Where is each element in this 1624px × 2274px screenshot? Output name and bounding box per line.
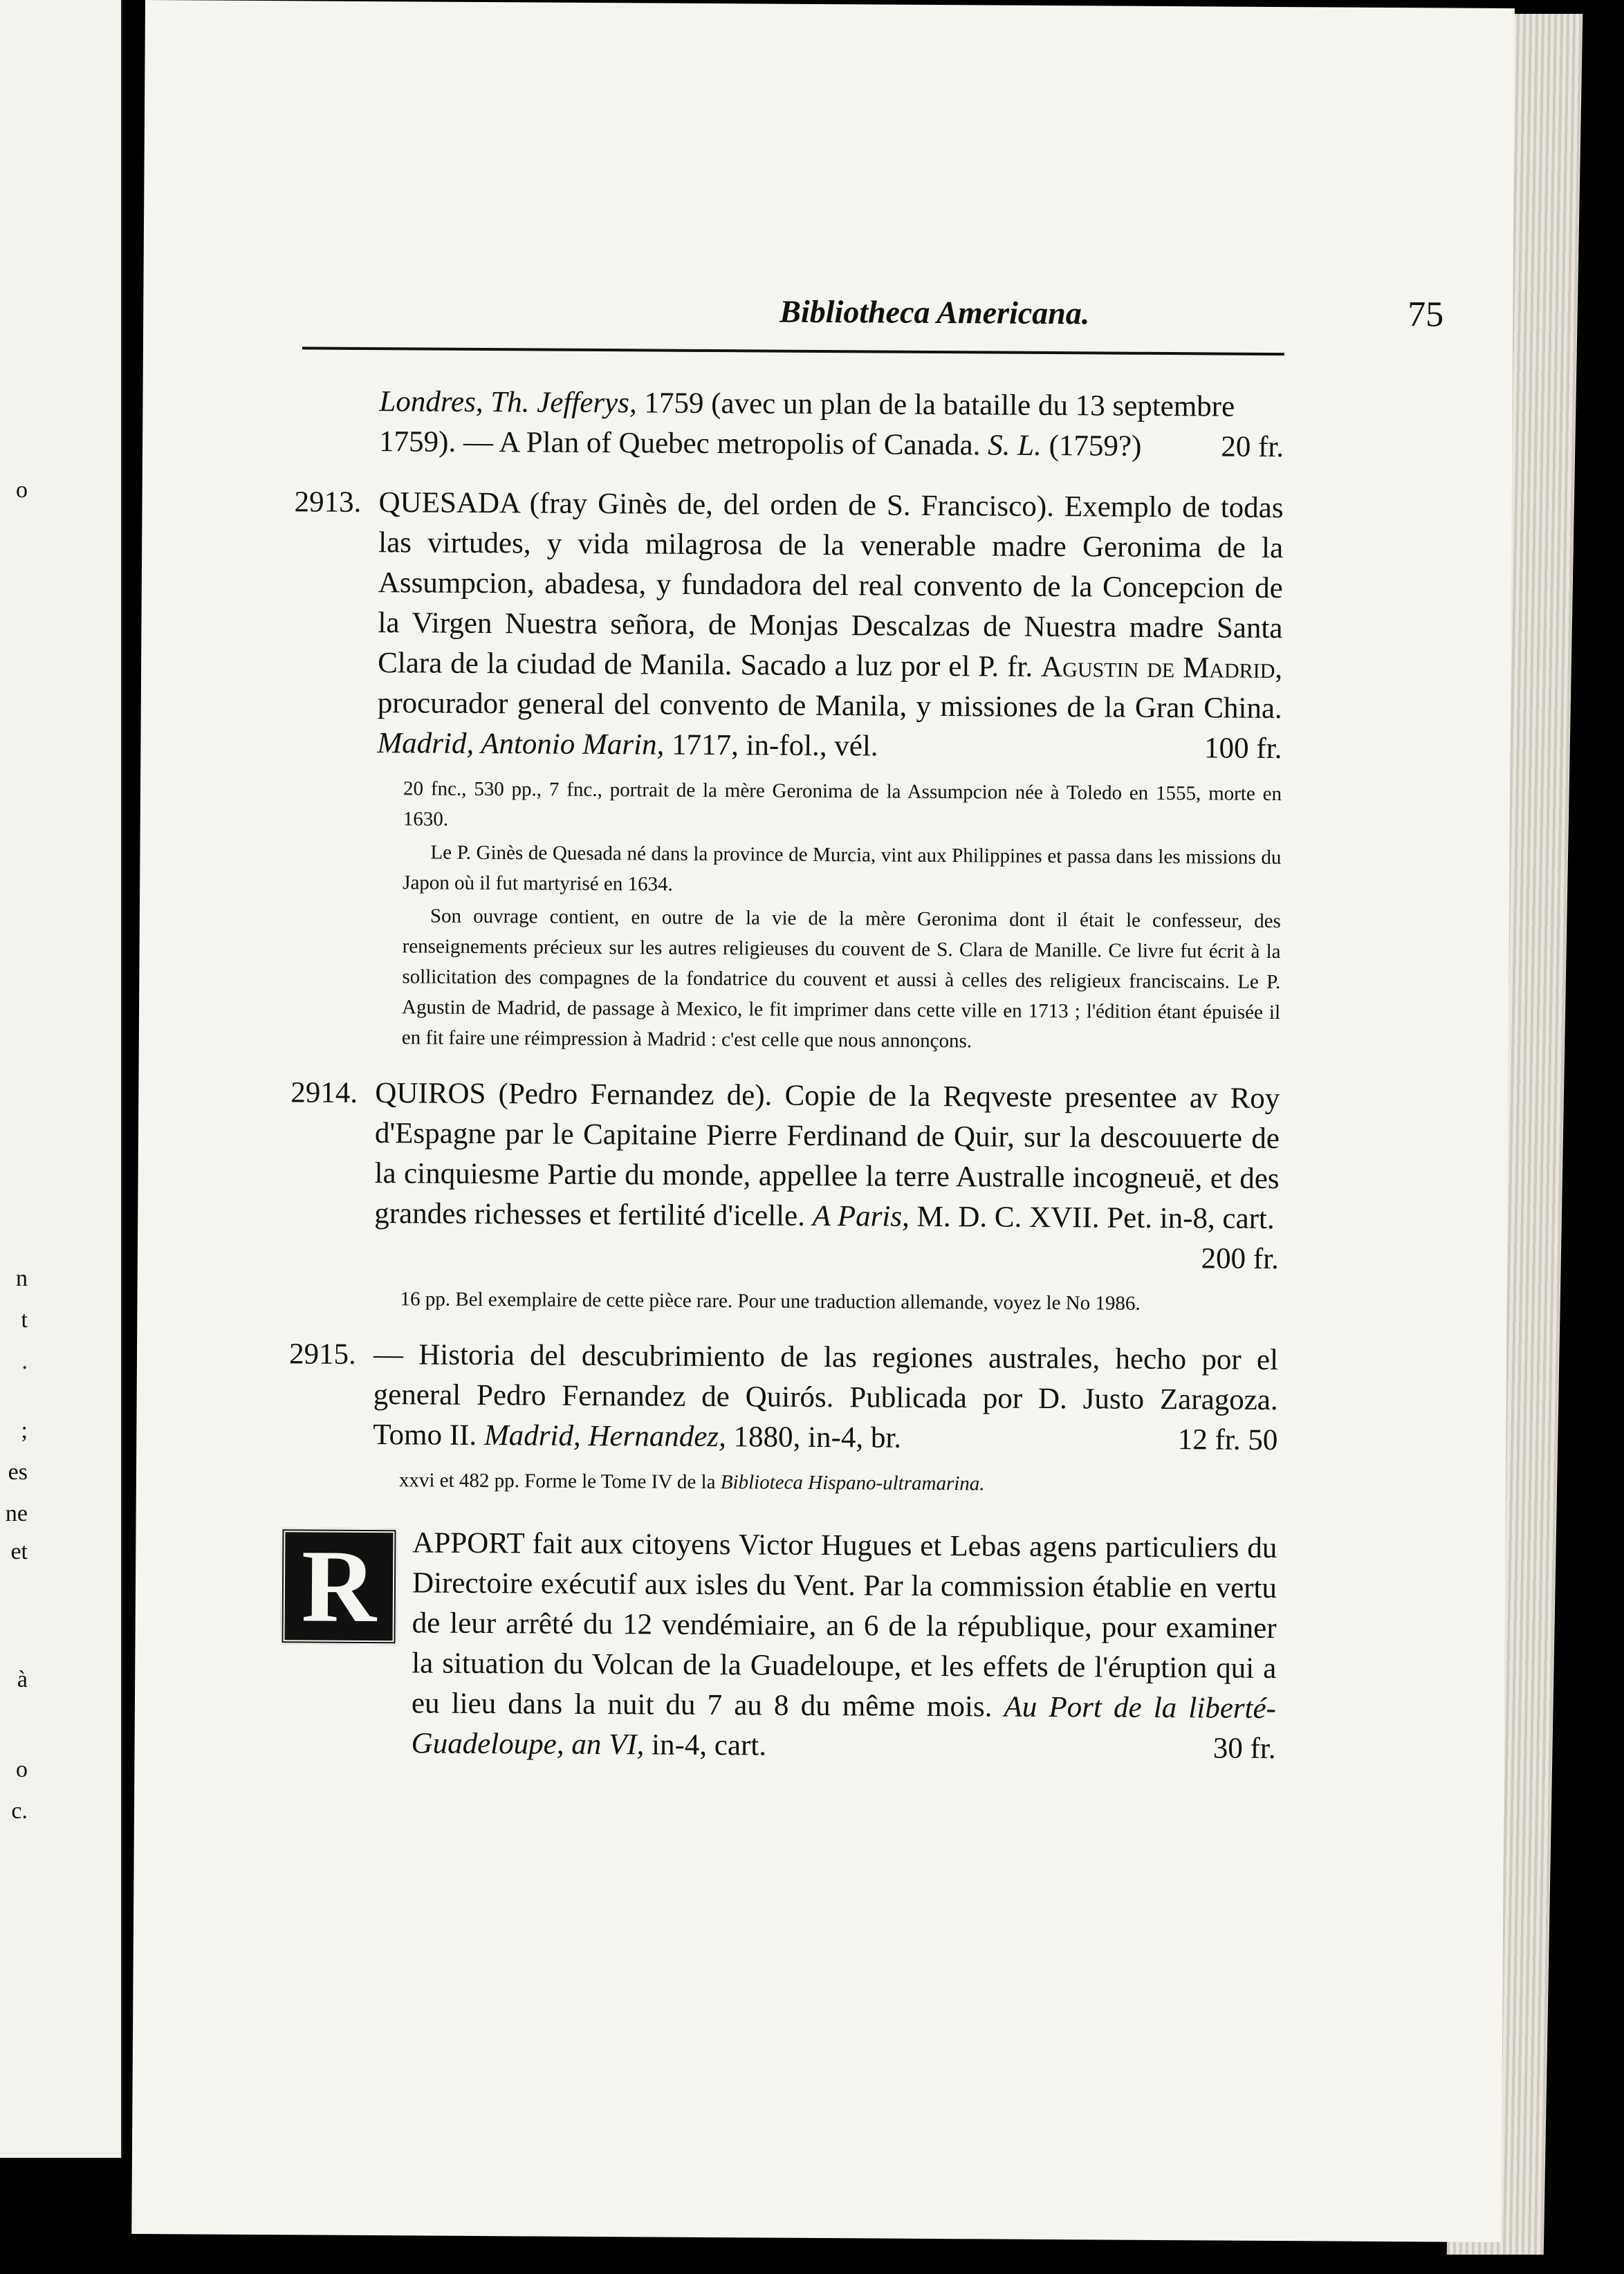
catalog-entry-rapport	[293, 1522, 1277, 1769]
left-page-fragment: et	[10, 1539, 28, 1564]
entry-number: 2913.	[294, 486, 362, 519]
entry-note: 20 fnc., 530 pp., 7 fnc., portrait de la mère Geronima de la Assumpcion née à Toledo en 1555, morte en 1630. Le P. Ginès de Quesada né dans la province de Murcia, vint aux Philippines et passa dans les missions du Japon où il fut martyrisé en 1634. Son ouvrage contient, en outre de la vie de la mère Geronima dont il était le confesseur, des renseignements précieux sur les autres religieuses du couvent de S. Clara de Manille. Ce livre fut écrit à la sollicitation des compagnes de la fondatrice du couvent et aussi à celles des religieux franciscains. Le P. Agustin de Madrid, de passage à Mexico, le fit imprimer dans cette ville en 1713 ; l'édition étant épuisée il en fit faire une réimpression à Madrid : c'est celle que nous annonçons.	[401, 777, 1282, 1053]
left-page-fragment: à	[17, 1667, 28, 1692]
left-page-fragment: .	[21, 1349, 28, 1374]
left-page-fragment: o	[16, 477, 28, 503]
catalog-entry	[294, 482, 1284, 1058]
entry-text: QUESADA (fray Ginès de, del orden de S. Francisco). Exemplo de todas las virtudes, y vida milagrosa de la venerable madre Geronima de la Assumpcion, abadesa, y fundadora del real convento de la Concepcion de la Virgen Nuestra señora, de Monjas Descalzas de Nuestra madre Santa Clara de la ciudad de Manila. Sacado a luz por el P. fr. Agustin de Madrid, procurador general del convento de Manila, y missiones de la Gran China. Madrid, Antonio Marin, 1717, in-fol., vél. 100 fr.	[377, 483, 1283, 769]
entry-note: 16 pp. Bel exemplaire de cette pièce rare. Pour une traduction allemande, voyez le No 1986.	[400, 1288, 1141, 1315]
entry-number: 2915.	[288, 1338, 356, 1371]
entry-text: APPORT fait aux citoyens Victor Hugues et Lebas agens particuliers du Directoire exécutif aux isles du Vent. Par la commission établie en vertu de leur arrêté du 12 vendémiaire, an 6 de la république, pour examiner la situation du Volcan de la Guadeloupe, et les effets de l'éruption qui a eu lieu dans la nuit du 7 au 8 du même mois. Au Port de la liberté-Guadeloupe, an VI, in-4, cart. 30 fr.	[411, 1523, 1277, 1769]
catalog-entry	[290, 1073, 1280, 1320]
left-page-fragment: ;	[21, 1418, 28, 1443]
entry-number: 2914.	[290, 1076, 358, 1109]
continued-entry-text: Londres, Th. Jefferys, 1759 (avec un plan de la bataille du 13 septembre 1759). — A Plan of Quebec metropolis of Canada. S. L. (1759?) 20 fr.	[379, 382, 1284, 468]
entry-price: 20 fr.	[1221, 430, 1284, 464]
decorated-initial: R	[280, 1528, 397, 1645]
entry-price: 100 fr.	[1203, 732, 1282, 766]
entry-note: xxvi et 482 pp. Forme le Tome IV de la Biblioteca Hispano-ultramarina.	[398, 1469, 985, 1495]
left-page-fragment: t	[21, 1307, 28, 1333]
page-number: 75	[1408, 295, 1444, 335]
continued-entry	[379, 382, 1284, 468]
page-content	[288, 381, 1284, 1769]
book-page	[131, 0, 1515, 2242]
left-page-fragment: es	[8, 1459, 28, 1485]
running-head: Bibliotheca Americana.	[779, 293, 1090, 331]
left-page-fragment: n	[16, 1266, 28, 1291]
header-rule	[302, 346, 1284, 355]
entry-text: — Historia del descubrimiento de las regiones australes, hecho por el general Pedro Fernandez de Quirós. Publicada por D. Justo Zaragoza. Tomo II. Madrid, Hernandez, 1880, in-4, br. 12 fr. 50	[373, 1335, 1278, 1461]
entry-price: 200 fr.	[1201, 1242, 1280, 1276]
left-page-fragment: o	[16, 1757, 28, 1782]
left-page-edge	[0, 0, 122, 2158]
page-header	[302, 277, 1443, 340]
entry-text: QUIROS (Pedro Fernandez de). Copie de la Reqveste presentee av Roy d'Espagne par le Capitaine Pierre Ferdinand de Quir, sur la descouuerte de la cinquiesme Partie du monde, appellee la terre Australle incogneuë, et des grandes richesses et fertilité d'icelle. A Paris, M. D. C. XVII. Pet. in-8, cart.	[374, 1077, 1280, 1236]
catalog-entry	[288, 1334, 1279, 1501]
entry-price: 30 fr.	[1212, 1732, 1276, 1766]
left-page-fragment: ne	[5, 1501, 28, 1526]
left-page-fragment: c.	[11, 1798, 28, 1824]
entry-price: 12 fr. 50	[1177, 1423, 1278, 1457]
